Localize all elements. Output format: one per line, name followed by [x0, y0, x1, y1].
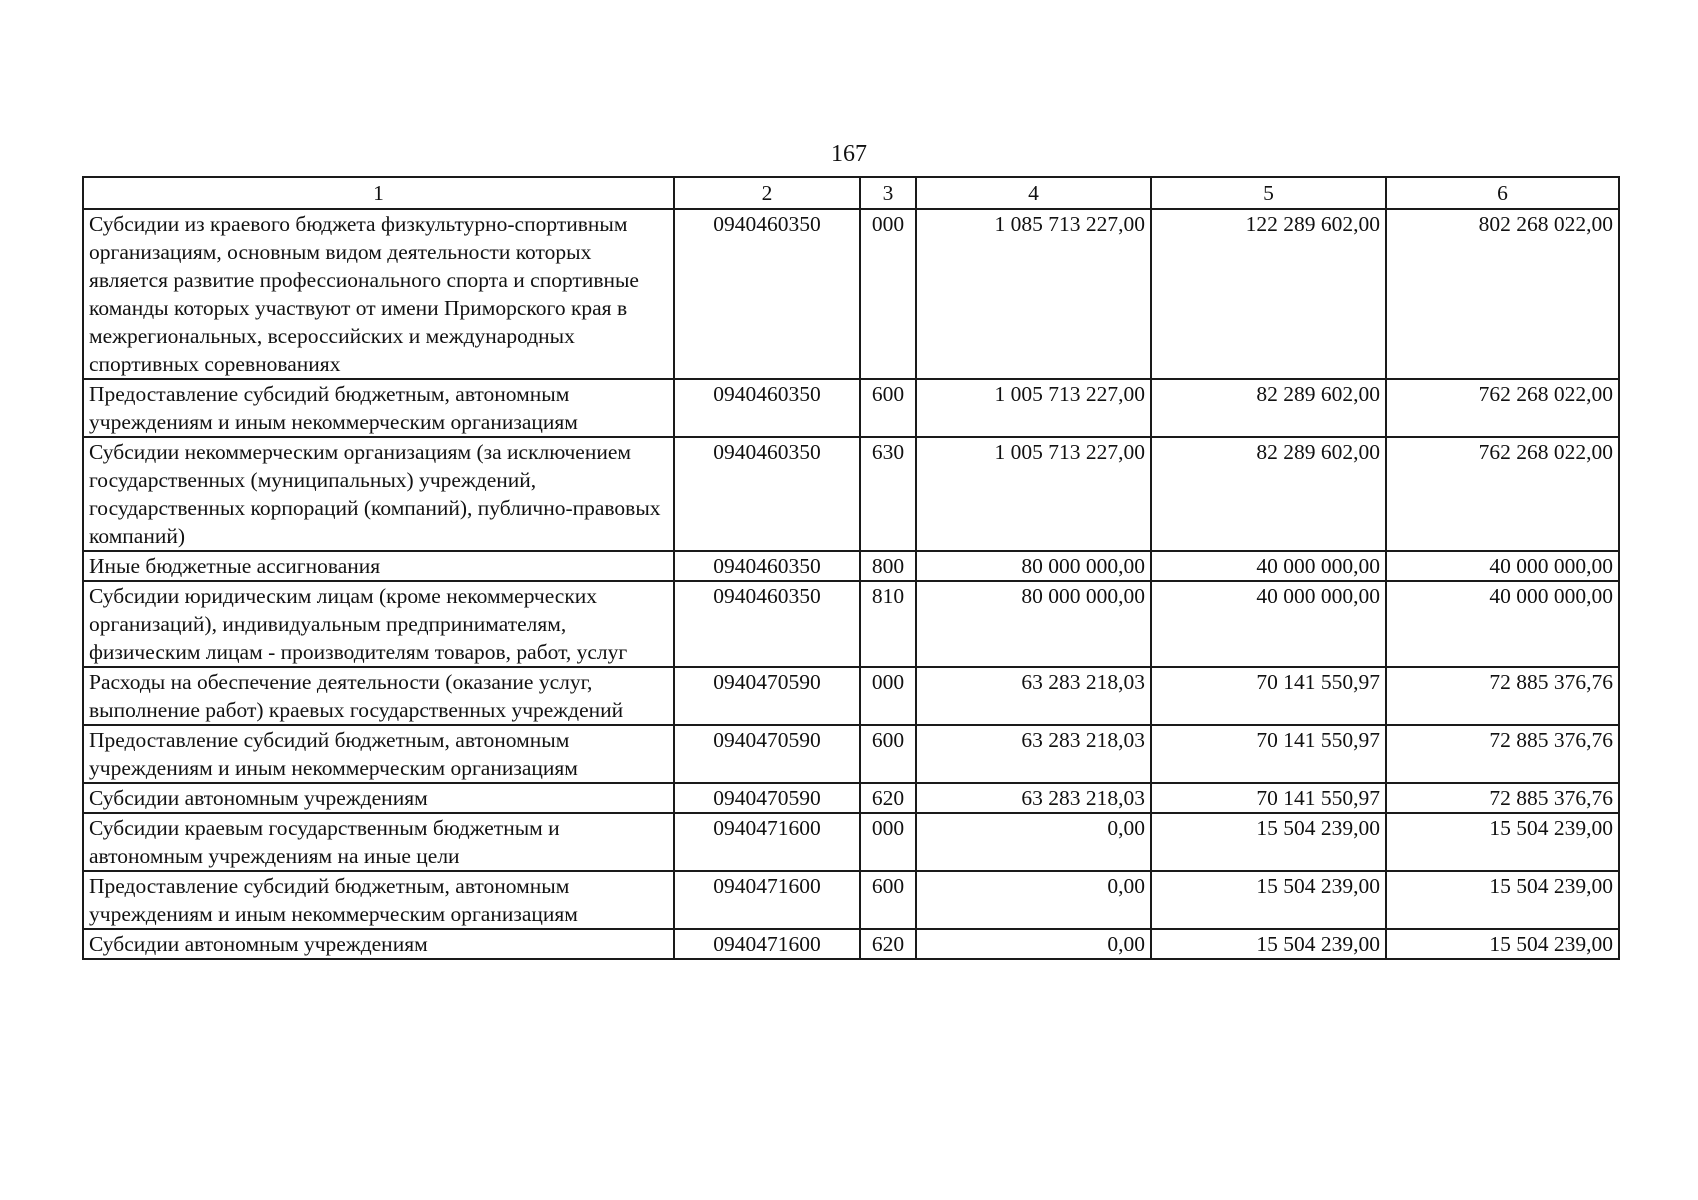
row-amount-col6: 40 000 000,00 — [1386, 551, 1619, 581]
row-amount-col5: 40 000 000,00 — [1151, 551, 1386, 581]
row-target-code: 0940471600 — [674, 813, 860, 871]
table-row — [83, 379, 1619, 437]
row-name: Субсидии юридическим лицам (кроме некоммерческих организаций), индивидуальным предпринимателям, физическим лицам - производителям товаров, работ, услуг — [83, 581, 674, 667]
row-name: Субсидии краевым государственным бюджетным и автономным учреждениям на иные цели — [83, 813, 674, 871]
row-expense-type: 000 — [860, 209, 916, 379]
row-name: Субсидии из краевого бюджета физкультурно-спортивным организациям, основным видом деятельности которых является развитие профессионального спорта и спортивные команды которых участвуют от имени Приморского края в межрегиональных, всероссийских и международных спортивных соревнованиях — [83, 209, 674, 379]
row-amount-col4: 1 005 713 227,00 — [916, 437, 1151, 551]
column-header-5: 5 — [1151, 177, 1386, 209]
row-amount-col6: 762 268 022,00 — [1386, 437, 1619, 551]
row-amount-col5: 40 000 000,00 — [1151, 581, 1386, 667]
row-name: Предоставление субсидий бюджетным, автономным учреждениям и иным некоммерческим организациям — [83, 871, 674, 929]
row-target-code: 0940460350 — [674, 581, 860, 667]
row-amount-col4: 1 085 713 227,00 — [916, 209, 1151, 379]
row-amount-col5: 70 141 550,97 — [1151, 783, 1386, 813]
row-expense-type: 800 — [860, 551, 916, 581]
row-expense-type: 600 — [860, 871, 916, 929]
row-amount-col4: 0,00 — [916, 871, 1151, 929]
row-target-code: 0940460350 — [674, 209, 860, 379]
page-number: 167 — [831, 141, 867, 167]
row-amount-col5: 15 504 239,00 — [1151, 929, 1386, 959]
row-amount-col6: 15 504 239,00 — [1386, 929, 1619, 959]
row-name: Предоставление субсидий бюджетным, автономным учреждениям и иным некоммерческим организациям — [83, 379, 674, 437]
row-amount-col4: 1 005 713 227,00 — [916, 379, 1151, 437]
table-row — [83, 437, 1619, 551]
table-header-row — [83, 177, 1619, 209]
row-amount-col4: 0,00 — [916, 929, 1151, 959]
row-name: Расходы на обеспечение деятельности (оказание услуг, выполнение работ) краевых государственных учреждений — [83, 667, 674, 725]
column-header-4: 4 — [916, 177, 1151, 209]
row-expense-type: 810 — [860, 581, 916, 667]
row-amount-col5: 15 504 239,00 — [1151, 813, 1386, 871]
row-target-code: 0940470590 — [674, 725, 860, 783]
column-header-6: 6 — [1386, 177, 1619, 209]
row-target-code: 0940470590 — [674, 783, 860, 813]
row-amount-col4: 0,00 — [916, 813, 1151, 871]
column-header-1: 1 — [83, 177, 674, 209]
row-amount-col5: 82 289 602,00 — [1151, 379, 1386, 437]
row-amount-col6: 72 885 376,76 — [1386, 667, 1619, 725]
column-header-3: 3 — [860, 177, 916, 209]
row-amount-col5: 70 141 550,97 — [1151, 667, 1386, 725]
table-row — [83, 551, 1619, 581]
row-amount-col6: 40 000 000,00 — [1386, 581, 1619, 667]
table-row — [83, 667, 1619, 725]
row-target-code: 0940470590 — [674, 667, 860, 725]
row-expense-type: 630 — [860, 437, 916, 551]
row-amount-col4: 80 000 000,00 — [916, 581, 1151, 667]
row-amount-col6: 15 504 239,00 — [1386, 871, 1619, 929]
row-amount-col4: 63 283 218,03 — [916, 783, 1151, 813]
table-row — [83, 929, 1619, 959]
row-expense-type: 000 — [860, 813, 916, 871]
row-amount-col4: 63 283 218,03 — [916, 725, 1151, 783]
row-name: Субсидии автономным учреждениям — [83, 783, 674, 813]
row-amount-col5: 15 504 239,00 — [1151, 871, 1386, 929]
row-amount-col6: 802 268 022,00 — [1386, 209, 1619, 379]
row-amount-col6: 72 885 376,76 — [1386, 783, 1619, 813]
row-expense-type: 620 — [860, 929, 916, 959]
table-row — [83, 783, 1619, 813]
row-name: Иные бюджетные ассигнования — [83, 551, 674, 581]
row-expense-type: 600 — [860, 379, 916, 437]
budget-table — [82, 176, 1620, 960]
row-name: Субсидии автономным учреждениям — [83, 929, 674, 959]
row-name: Субсидии некоммерческим организациям (за исключением государственных (муниципальных) учреждений, государственных корпораций (компаний), публично-правовых компаний) — [83, 437, 674, 551]
table-row — [83, 725, 1619, 783]
row-target-code: 0940471600 — [674, 929, 860, 959]
table-row — [83, 813, 1619, 871]
row-expense-type: 000 — [860, 667, 916, 725]
row-amount-col4: 63 283 218,03 — [916, 667, 1151, 725]
row-amount-col6: 762 268 022,00 — [1386, 379, 1619, 437]
row-target-code: 0940460350 — [674, 551, 860, 581]
row-amount-col5: 122 289 602,00 — [1151, 209, 1386, 379]
row-amount-col6: 15 504 239,00 — [1386, 813, 1619, 871]
row-expense-type: 620 — [860, 783, 916, 813]
row-amount-col6: 72 885 376,76 — [1386, 725, 1619, 783]
table-row — [83, 581, 1619, 667]
row-target-code: 0940460350 — [674, 379, 860, 437]
row-target-code: 0940471600 — [674, 871, 860, 929]
row-amount-col4: 80 000 000,00 — [916, 551, 1151, 581]
table-row — [83, 871, 1619, 929]
row-target-code: 0940460350 — [674, 437, 860, 551]
column-header-2: 2 — [674, 177, 860, 209]
row-amount-col5: 70 141 550,97 — [1151, 725, 1386, 783]
table-row — [83, 209, 1619, 379]
row-name: Предоставление субсидий бюджетным, автономным учреждениям и иным некоммерческим организациям — [83, 725, 674, 783]
row-expense-type: 600 — [860, 725, 916, 783]
row-amount-col5: 82 289 602,00 — [1151, 437, 1386, 551]
